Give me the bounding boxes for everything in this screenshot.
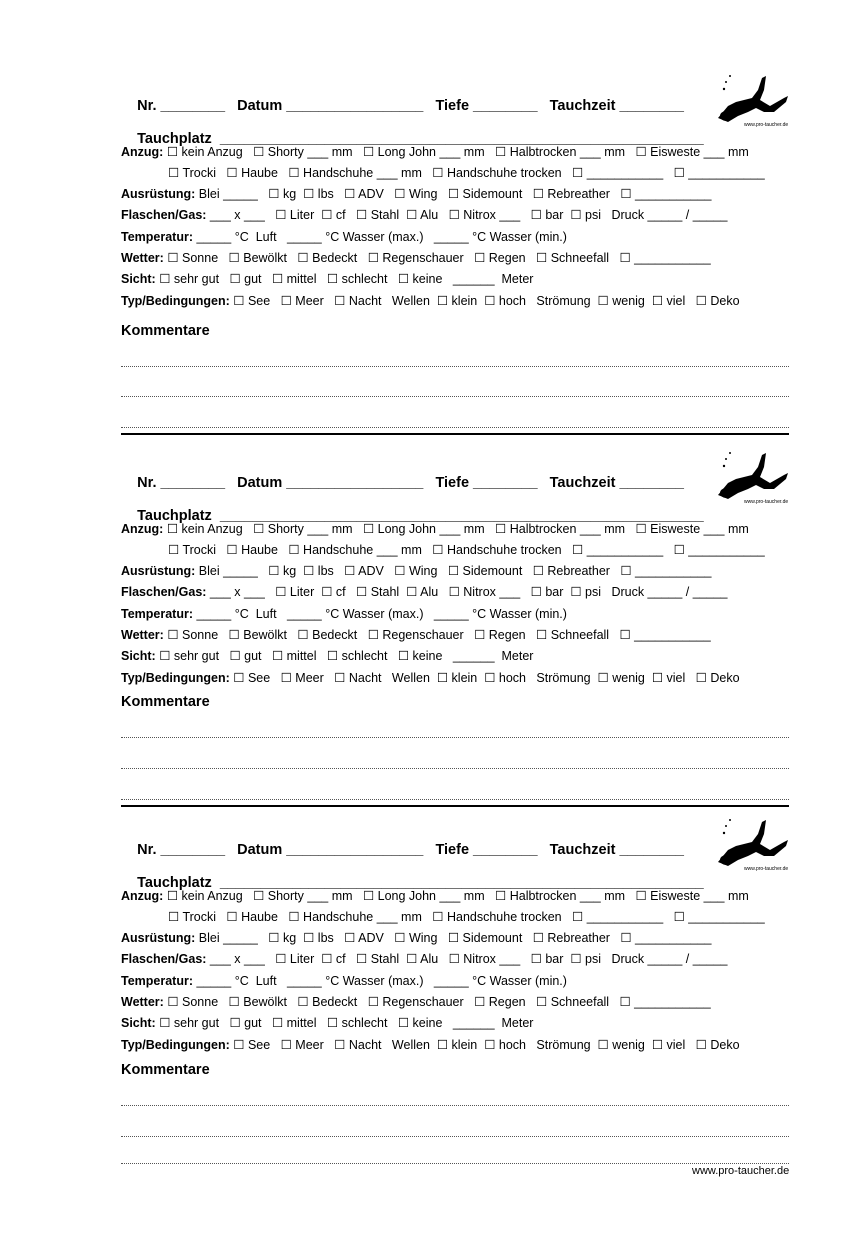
flaschen-row[interactable]: Flaschen/Gas: ___ x ___ ☐ Liter ☐ cf ☐ Stahl ☐ Alu ☐ Nitrox ___ ☐ bar ☐ psi Druck _____ / _____ <box>121 208 728 222</box>
anzug-row[interactable]: Anzug: ☐ kein Anzug ☐ Shorty ___ mm ☐ Long John ___ mm ☐ Halbtrocken ___ mm ☐ Eisweste ___ mm <box>121 889 749 903</box>
tauchzeit-field[interactable]: Tauchzeit ________ <box>549 842 684 858</box>
datum-field[interactable]: Datum _________________ <box>237 98 424 114</box>
anzug-row-2[interactable]: ☐ Trocki ☐ Haube ☐ Handschuhe ___ mm ☐ Handschuhe trocken ☐ ___________ ☐ ___________ <box>168 910 765 924</box>
diver-logo-icon <box>714 449 790 517</box>
sicht-row[interactable]: Sicht: ☐ sehr gut ☐ gut ☐ mittel ☐ schlecht ☐ keine ______ Meter <box>121 1016 534 1030</box>
comment-line[interactable] <box>121 768 789 769</box>
sicht-row[interactable]: Sicht: ☐ sehr gut ☐ gut ☐ mittel ☐ schlecht ☐ keine ______ Meter <box>121 649 534 663</box>
ausruestung-row[interactable]: Ausrüstung: Blei _____ ☐ kg ☐ lbs ☐ ADV ☐ Wing ☐ Sidemount ☐ Rebreather ☐ ___________ <box>121 187 712 201</box>
wetter-row[interactable]: Wetter: ☐ Sonne ☐ Bewölkt ☐ Bedeckt ☐ Regenschauer ☐ Regen ☐ Schneefall ☐ ___________ <box>121 995 711 1009</box>
comment-line[interactable] <box>121 427 789 428</box>
tauchzeit-field[interactable]: Tauchzeit ________ <box>549 475 684 491</box>
wetter-row[interactable]: Wetter: ☐ Sonne ☐ Bewölkt ☐ Bedeckt ☐ Regenschauer ☐ Regen ☐ Schneefall ☐ ___________ <box>121 628 711 642</box>
anzug-row[interactable]: Anzug: ☐ kein Anzug ☐ Shorty ___ mm ☐ Long John ___ mm ☐ Halbtrocken ___ mm ☐ Eisweste ___ mm <box>121 145 749 159</box>
typ-row[interactable]: Typ/Bedingungen: ☐ See ☐ Meer ☐ Nacht Wellen ☐ klein ☐ hoch Strömung ☐ wenig ☐ viel ☐ Deko <box>121 294 740 308</box>
tauchplatz-label: Tauchplatz <box>137 131 212 147</box>
tauchzeit-field[interactable]: Tauchzeit ________ <box>549 98 684 114</box>
tauchplatz-label: Tauchplatz <box>137 508 212 524</box>
sicht-row[interactable]: Sicht: ☐ sehr gut ☐ gut ☐ mittel ☐ schlecht ☐ keine ______ Meter <box>121 272 534 286</box>
anzug-row-2[interactable]: ☐ Trocki ☐ Haube ☐ Handschuhe ___ mm ☐ Handschuhe trocken ☐ ___________ ☐ ___________ <box>168 166 765 180</box>
comment-line[interactable] <box>121 366 789 367</box>
kommentare-label: Kommentare <box>121 1062 210 1078</box>
comment-line[interactable] <box>121 396 789 397</box>
datum-field[interactable]: Datum _________________ <box>237 475 424 491</box>
section-divider <box>121 805 789 807</box>
tauchplatz-field[interactable]: ____________________________________________________________ <box>219 875 704 891</box>
logo-text: www.pro-taucher.de <box>744 866 789 872</box>
diver-logo-icon <box>714 816 790 884</box>
logo-text: www.pro-taucher.de <box>744 499 789 505</box>
tauchplatz-field[interactable]: ____________________________________________________________ <box>219 131 704 147</box>
ausruestung-row[interactable]: Ausrüstung: Blei _____ ☐ kg ☐ lbs ☐ ADV ☐ Wing ☐ Sidemount ☐ Rebreather ☐ ___________ <box>121 931 712 945</box>
datum-field[interactable]: Datum _________________ <box>237 842 424 858</box>
diver-logo-icon <box>714 72 790 140</box>
flaschen-row[interactable]: Flaschen/Gas: ___ x ___ ☐ Liter ☐ cf ☐ Stahl ☐ Alu ☐ Nitrox ___ ☐ bar ☐ psi Druck _____ / _____ <box>121 585 728 599</box>
kommentare-label: Kommentare <box>121 694 210 710</box>
typ-row[interactable]: Typ/Bedingungen: ☐ See ☐ Meer ☐ Nacht Wellen ☐ klein ☐ hoch Strömung ☐ wenig ☐ viel ☐ Deko <box>121 1038 740 1052</box>
temperatur-row[interactable]: Temperatur: _____ °C Luft _____ °C Wasser (max.) _____ °C Wasser (min.) <box>121 974 567 988</box>
tauchplatz-field[interactable]: ____________________________________________________________ <box>219 508 704 524</box>
tiefe-field[interactable]: Tiefe ________ <box>435 475 538 491</box>
flaschen-row[interactable]: Flaschen/Gas: ___ x ___ ☐ Liter ☐ cf ☐ Stahl ☐ Alu ☐ Nitrox ___ ☐ bar ☐ psi Druck _____ / _____ <box>121 952 728 966</box>
section-divider <box>121 433 789 435</box>
temperatur-row[interactable]: Temperatur: _____ °C Luft _____ °C Wasser (max.) _____ °C Wasser (min.) <box>121 230 567 244</box>
nr-field[interactable]: Nr. ________ <box>137 842 226 858</box>
comment-line[interactable] <box>121 1105 789 1106</box>
comment-line[interactable] <box>121 1136 789 1137</box>
nr-field[interactable]: Nr. ________ <box>137 98 226 114</box>
wetter-row[interactable]: Wetter: ☐ Sonne ☐ Bewölkt ☐ Bedeckt ☐ Regenschauer ☐ Regen ☐ Schneefall ☐ ___________ <box>121 251 711 265</box>
tauchplatz-label: Tauchplatz <box>137 875 212 891</box>
ausruestung-row[interactable]: Ausrüstung: Blei _____ ☐ kg ☐ lbs ☐ ADV ☐ Wing ☐ Sidemount ☐ Rebreather ☐ ___________ <box>121 564 712 578</box>
nr-field[interactable]: Nr. ________ <box>137 475 226 491</box>
comment-line[interactable] <box>121 799 789 800</box>
anzug-row-2[interactable]: ☐ Trocki ☐ Haube ☐ Handschuhe ___ mm ☐ Handschuhe trocken ☐ ___________ ☐ ___________ <box>168 543 765 557</box>
comment-line[interactable] <box>121 1163 789 1164</box>
kommentare-label: Kommentare <box>121 323 210 339</box>
anzug-row[interactable]: Anzug: ☐ kein Anzug ☐ Shorty ___ mm ☐ Long John ___ mm ☐ Halbtrocken ___ mm ☐ Eisweste ___ mm <box>121 522 749 536</box>
footer-url: www.pro-taucher.de <box>692 1165 790 1177</box>
logo-text: www.pro-taucher.de <box>744 122 789 128</box>
tiefe-field[interactable]: Tiefe ________ <box>435 98 538 114</box>
tiefe-field[interactable]: Tiefe ________ <box>435 842 538 858</box>
comment-line[interactable] <box>121 737 789 738</box>
temperatur-row[interactable]: Temperatur: _____ °C Luft _____ °C Wasser (max.) _____ °C Wasser (min.) <box>121 607 567 621</box>
typ-row[interactable]: Typ/Bedingungen: ☐ See ☐ Meer ☐ Nacht Wellen ☐ klein ☐ hoch Strömung ☐ wenig ☐ viel ☐ Deko <box>121 671 740 685</box>
